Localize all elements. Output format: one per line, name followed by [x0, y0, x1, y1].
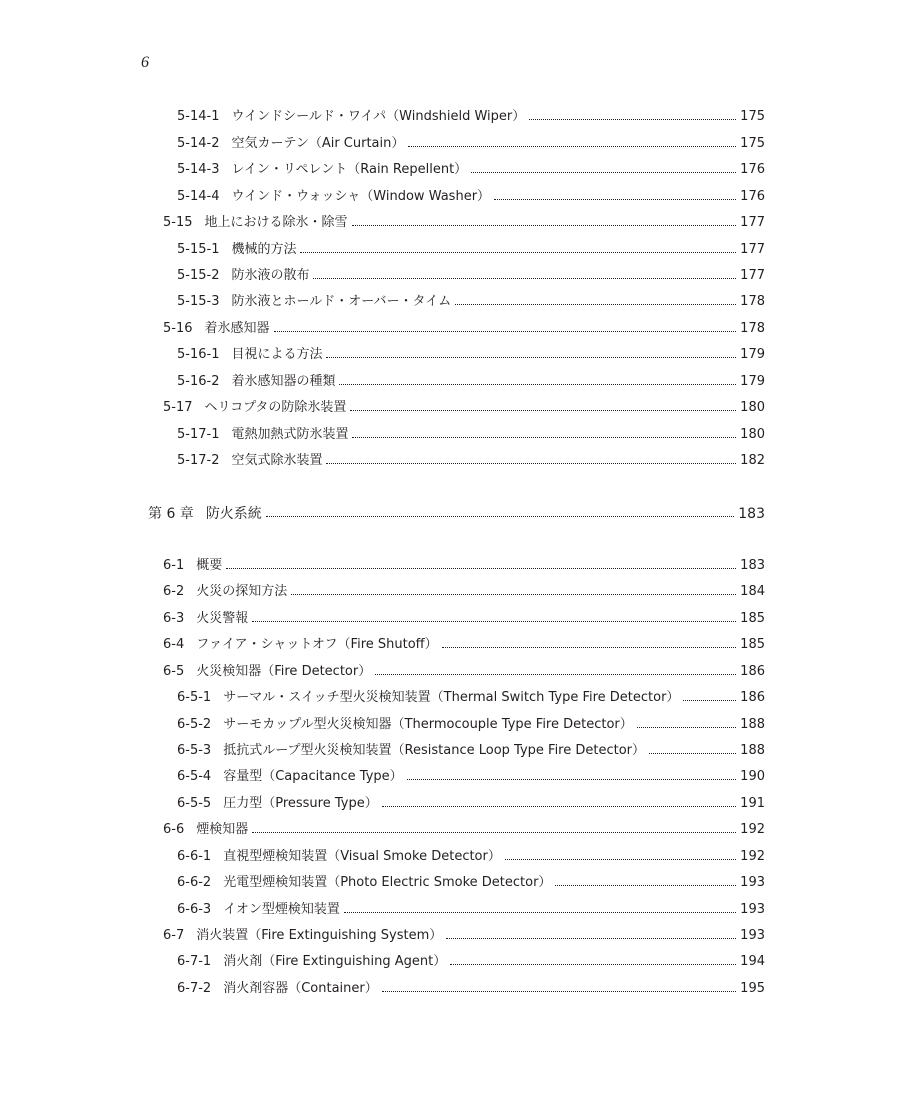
section-number: 5-17-1	[177, 427, 220, 442]
section-number: 5-15-2	[177, 268, 220, 283]
dot-leader	[455, 291, 736, 313]
toc-entry	[177, 793, 765, 815]
section-number: 5-14-2	[177, 136, 220, 151]
toc-entry	[177, 846, 765, 868]
page-reference: 178	[740, 321, 765, 336]
section-number: 6-5-3	[177, 743, 212, 758]
section-title: イオン型煙検知装置	[223, 902, 340, 917]
toc-entry	[177, 106, 765, 128]
section-number: 6-5-1	[177, 690, 212, 705]
toc-entry	[177, 133, 765, 155]
dot-leader	[450, 951, 736, 973]
page-reference: 190	[740, 769, 765, 784]
toc-entry	[177, 291, 765, 313]
section-title: 地上における除氷・除雪	[204, 215, 348, 230]
toc-entry	[163, 318, 765, 340]
dot-leader	[649, 740, 736, 762]
dot-leader	[226, 555, 736, 577]
dot-leader	[442, 634, 737, 656]
toc-entry	[163, 819, 765, 841]
section-title: サーモカップル型火災検知器（Thermocouple Type Fire Detector）	[223, 717, 633, 732]
section-title: 容量型（Capacitance Type）	[223, 769, 403, 784]
page-reference: 177	[740, 215, 765, 230]
toc-entry	[177, 951, 765, 973]
page-reference: 185	[740, 637, 765, 652]
section-title: 消火剤容器（Container）	[223, 981, 378, 996]
toc-entry	[177, 265, 765, 287]
section-title: 圧力型（Pressure Type）	[223, 796, 378, 811]
dot-leader	[313, 265, 736, 287]
section-title: ウインド・ウォッシャ（Window Washer）	[231, 189, 491, 204]
page-reference: 192	[740, 822, 765, 837]
section-title: 防氷液の散布	[231, 268, 310, 283]
page-reference: 186	[740, 690, 765, 705]
section-number: 6-7	[163, 928, 185, 943]
dot-leader	[637, 714, 736, 736]
page-reference: 175	[740, 136, 765, 151]
toc-entry	[177, 899, 765, 921]
dot-leader	[300, 239, 736, 261]
toc-entry	[177, 159, 765, 181]
dot-leader	[339, 371, 736, 393]
toc-entry	[163, 634, 765, 656]
section-title: 防火系統	[205, 506, 262, 522]
section-title: 火災検知器（Fire Detector）	[196, 664, 372, 679]
dot-leader	[382, 793, 736, 815]
page-reference: 195	[740, 981, 765, 996]
page-reference: 193	[740, 902, 765, 917]
section-title: 消火装置（Fire Extinguishing System）	[196, 928, 443, 943]
page-number: 6	[141, 54, 149, 71]
page-reference: 193	[740, 928, 765, 943]
section-number: 5-17	[163, 400, 193, 415]
page-reference: 184	[740, 584, 765, 599]
dot-leader	[382, 978, 736, 1000]
section-title: 概要	[196, 558, 223, 573]
section-number: 5-14-1	[177, 109, 220, 124]
page-reference: 188	[740, 717, 765, 732]
toc-entry	[163, 608, 765, 630]
section-number: 6-6-1	[177, 849, 212, 864]
toc-entry	[163, 581, 765, 603]
section-number: 6-6-2	[177, 875, 212, 890]
section-title: 目視による方法	[231, 347, 323, 362]
toc-entry	[177, 872, 765, 894]
page-reference: 192	[740, 849, 765, 864]
page-reference: 175	[740, 109, 765, 124]
section-title: 着氷感知器の種類	[231, 374, 336, 389]
section-number: 5-16-2	[177, 374, 220, 389]
section-number: 6-1	[163, 558, 185, 573]
page-reference: 186	[740, 664, 765, 679]
toc-entry	[177, 687, 765, 709]
section-number: 5-14-3	[177, 162, 220, 177]
section-number: 5-15	[163, 215, 193, 230]
section-title: 防氷液とホールド・オーバー・タイム	[231, 294, 452, 309]
toc-entry	[163, 661, 765, 683]
page-reference: 185	[740, 611, 765, 626]
section-number: 6-3	[163, 611, 185, 626]
toc-entry	[177, 978, 765, 1000]
section-number: 6-2	[163, 584, 185, 599]
dot-leader	[407, 766, 737, 788]
section-title: 直視型煙検知装置（Visual Smoke Detector）	[223, 849, 501, 864]
dot-leader	[350, 397, 736, 419]
section-number: 5-14-4	[177, 189, 220, 204]
page-reference: 176	[740, 189, 765, 204]
dot-leader	[352, 212, 737, 234]
section-number: 5-17-2	[177, 453, 220, 468]
section-number: 6-6	[163, 822, 185, 837]
toc-entry	[163, 925, 765, 947]
section-title: レイン・リペレント（Rain Repellent）	[231, 162, 468, 177]
page-reference: 194	[740, 954, 765, 969]
section-title: 空気式除氷装置	[231, 453, 323, 468]
section-title: 消火剤（Fire Extinguishing Agent）	[223, 954, 447, 969]
section-title: 抵抗式ループ型火災検知装置（Resistance Loop Type Fire Detector）	[223, 743, 646, 758]
toc-entry	[177, 740, 765, 762]
page-reference: 176	[740, 162, 765, 177]
dot-leader	[408, 133, 736, 155]
page-reference: 183	[738, 506, 765, 522]
section-number: 5-15-1	[177, 242, 220, 257]
dot-leader	[494, 186, 736, 208]
section-number: 5-15-3	[177, 294, 220, 309]
toc-entry	[163, 212, 765, 234]
dot-leader	[252, 819, 736, 841]
dot-leader	[375, 661, 736, 683]
toc-entry	[163, 397, 765, 419]
dot-leader	[326, 344, 736, 366]
section-number: 6-6-3	[177, 902, 212, 917]
section-number: 5-16-1	[177, 347, 220, 362]
page-reference: 179	[740, 347, 765, 362]
section-title: ヘリコプタの防除氷装置	[204, 400, 347, 415]
toc-entry	[177, 714, 765, 736]
section-title: 着氷感知器	[204, 321, 270, 336]
dot-leader	[344, 899, 736, 921]
toc-entry	[177, 344, 765, 366]
page-reference: 180	[740, 427, 765, 442]
page-reference: 180	[740, 400, 765, 415]
toc-entry	[163, 555, 765, 577]
page-reference: 183	[740, 558, 765, 573]
dot-leader	[471, 159, 736, 181]
section-title: 空気カーテン（Air Curtain）	[231, 136, 405, 151]
page-reference: 179	[740, 374, 765, 389]
section-title: 機械的方法	[231, 242, 297, 257]
page-reference: 188	[740, 743, 765, 758]
toc-entry	[177, 239, 765, 261]
section-title: ファイア・シャットオフ（Fire Shutoff）	[196, 637, 438, 652]
toc-entry	[177, 371, 765, 393]
dot-leader	[266, 503, 734, 525]
dot-leader	[326, 450, 736, 472]
toc-entry	[177, 186, 765, 208]
page-reference: 177	[740, 268, 765, 283]
dot-leader	[352, 424, 736, 446]
section-title: サーマル・スイッチ型火災検知装置（Thermal Switch Type Fire Detector）	[223, 690, 680, 705]
page-reference: 177	[740, 242, 765, 257]
dot-leader	[505, 846, 736, 868]
section-number: 6-5-4	[177, 769, 212, 784]
section-title: 火災警報	[196, 611, 249, 626]
section-title: 火災の探知方法	[196, 584, 288, 599]
section-number: 6-7-1	[177, 954, 212, 969]
page-reference: 193	[740, 875, 765, 890]
dot-leader	[446, 925, 736, 947]
section-number: 5-16	[163, 321, 193, 336]
dot-leader	[529, 106, 736, 128]
section-title: ウインドシールド・ワイパ（Windshield Wiper）	[231, 109, 526, 124]
section-number: 6-5	[163, 664, 185, 679]
dot-leader	[252, 608, 736, 630]
section-title: 煙検知器	[196, 822, 249, 837]
section-number: 6-7-2	[177, 981, 212, 996]
page-reference: 178	[740, 294, 765, 309]
section-number: 6-5-5	[177, 796, 212, 811]
section-title: 光電型煙検知装置（Photo Electric Smoke Detector）	[223, 875, 552, 890]
page-reference: 191	[740, 796, 765, 811]
toc-entry	[177, 450, 765, 472]
dot-leader	[274, 318, 737, 340]
dot-leader	[683, 687, 736, 709]
section-number: 6-5-2	[177, 717, 212, 732]
dot-leader	[555, 872, 736, 894]
dot-leader	[291, 581, 736, 603]
page-reference: 182	[740, 453, 765, 468]
toc-entry	[177, 424, 765, 446]
toc-entry	[177, 766, 765, 788]
section-title: 電熱加熱式防氷装置	[231, 427, 349, 442]
section-number: 6-4	[163, 637, 185, 652]
section-number: 第 6 章	[148, 506, 194, 522]
chapter-heading	[148, 503, 765, 525]
